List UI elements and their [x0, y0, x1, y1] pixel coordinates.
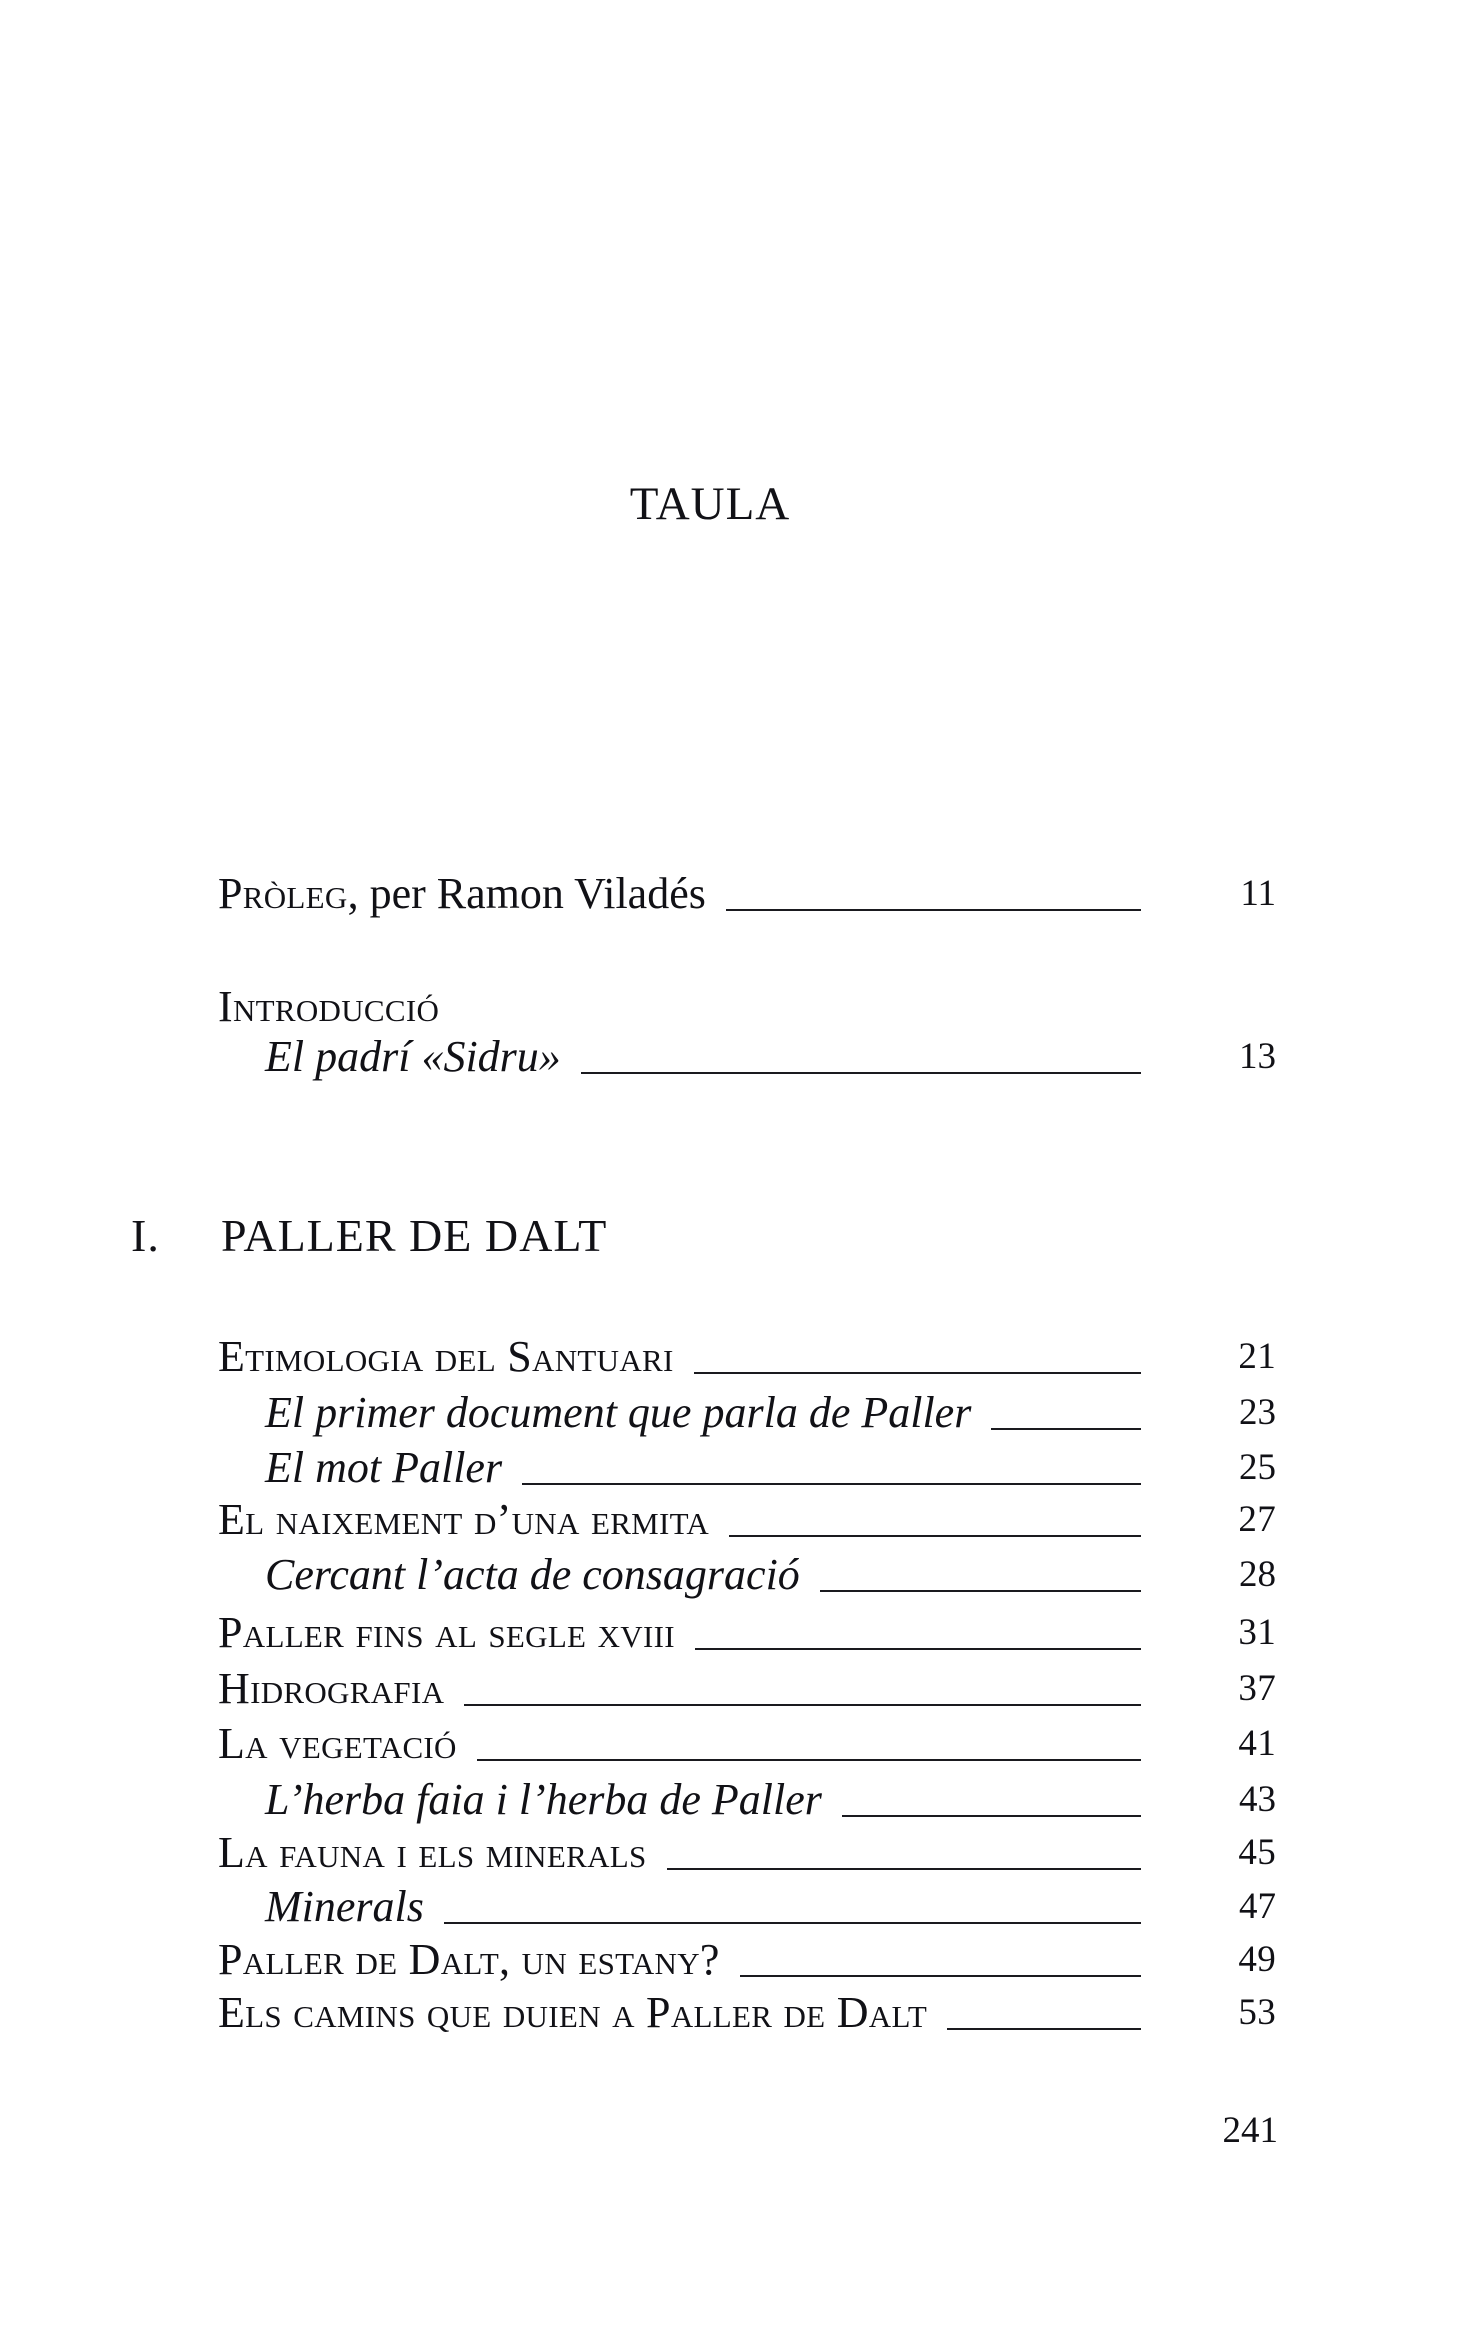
leader-line [695, 1648, 1141, 1650]
toc-entry-label: L’herba faia i l’herba de Paller [265, 1775, 822, 1824]
toc-page-number: 47 [1239, 1886, 1276, 1927]
toc-entry-label: El naixement d’una ermita [218, 1495, 710, 1544]
toc-entry[interactable] [218, 1492, 1278, 1548]
toc-page-number: 13 [1239, 1036, 1276, 1077]
toc-entry[interactable] [218, 1932, 1278, 1988]
toc-entry-label: El mot Paller [265, 1443, 503, 1492]
toc-entry[interactable] [265, 1547, 1278, 1603]
toc-page-number: 27 [1238, 1499, 1276, 1540]
toc-entry-proleg[interactable] [218, 866, 1278, 922]
chapter-number: I. [131, 1210, 160, 1261]
page-folio-number: 241 [1222, 2110, 1278, 2151]
chapter-heading [131, 1206, 607, 1266]
toc-entry[interactable] [218, 1716, 1278, 1772]
toc-entry-label: Hidrografia [218, 1664, 445, 1713]
toc-entry-label-main: Pròleg [218, 869, 348, 918]
leader-line [581, 1072, 1141, 1074]
toc-entry[interactable] [218, 1605, 1278, 1661]
toc-entry-label: El primer document que parla de Paller [265, 1388, 972, 1437]
leader-line [522, 1483, 1141, 1485]
toc-page-number: 41 [1238, 1723, 1276, 1764]
toc-entry-el-padri-sidru[interactable] [265, 1029, 1278, 1085]
leader-line [444, 1922, 1141, 1924]
toc-page-number: 37 [1238, 1668, 1276, 1709]
toc-entry-label: La fauna i els minerals [218, 1828, 647, 1877]
leader-line [464, 1704, 1141, 1706]
leader-line [991, 1428, 1141, 1430]
leader-line [947, 2028, 1141, 2030]
toc-page-number: 11 [1240, 873, 1276, 914]
toc-entry-label: La vegetació [218, 1719, 457, 1768]
leader-line [729, 1535, 1141, 1537]
page-title: TAULA [629, 478, 791, 530]
leader-line [694, 1372, 1141, 1374]
toc-page-number: 21 [1238, 1336, 1276, 1377]
toc-entry[interactable] [265, 1440, 1278, 1496]
leader-line [842, 1815, 1141, 1817]
toc-entry-label-rest: , per Ramon Viladés [347, 869, 706, 918]
toc-entry-label: Etimologia del Santuari [218, 1332, 674, 1381]
toc-entry-label [218, 866, 706, 922]
toc-entry-label: Paller de Dalt, un estany? [218, 1935, 720, 1984]
toc-entry-label: Minerals [265, 1882, 424, 1931]
toc-entry-label: Paller fins al segle xviii [218, 1608, 675, 1657]
toc-page-number: 31 [1238, 1612, 1276, 1653]
toc-entry[interactable] [218, 1825, 1278, 1881]
toc-entry-label: Cercant l’acta de consagració [265, 1550, 800, 1599]
leader-line [667, 1868, 1141, 1870]
chapter-title: PALLER DE DALT [221, 1210, 608, 1261]
toc-entry[interactable] [218, 1329, 1278, 1385]
leader-line [726, 909, 1141, 911]
toc-entry[interactable] [265, 1385, 1278, 1441]
toc-entry[interactable] [218, 1661, 1278, 1717]
toc-page-number: 49 [1238, 1939, 1276, 1980]
leader-line [740, 1975, 1141, 1977]
toc-entry-label: El padrí «Sidru» [265, 1032, 561, 1081]
leader-line [820, 1590, 1141, 1592]
toc-entry[interactable] [218, 1985, 1278, 2041]
toc-page-number: 43 [1239, 1779, 1276, 1820]
toc-heading-introduccio: Introducció [218, 982, 440, 1031]
toc-page-number: 45 [1238, 1832, 1276, 1873]
toc-page-number: 28 [1239, 1554, 1276, 1595]
toc-entry[interactable] [265, 1879, 1278, 1935]
toc-page-number: 25 [1239, 1447, 1276, 1488]
toc-page-number: 23 [1239, 1392, 1276, 1433]
toc-entry-label: Els camins que duien a Paller de Dalt [218, 1988, 928, 2037]
toc-page-number: 53 [1238, 1992, 1276, 2033]
toc-entry[interactable] [265, 1772, 1278, 1828]
leader-line [477, 1759, 1141, 1761]
